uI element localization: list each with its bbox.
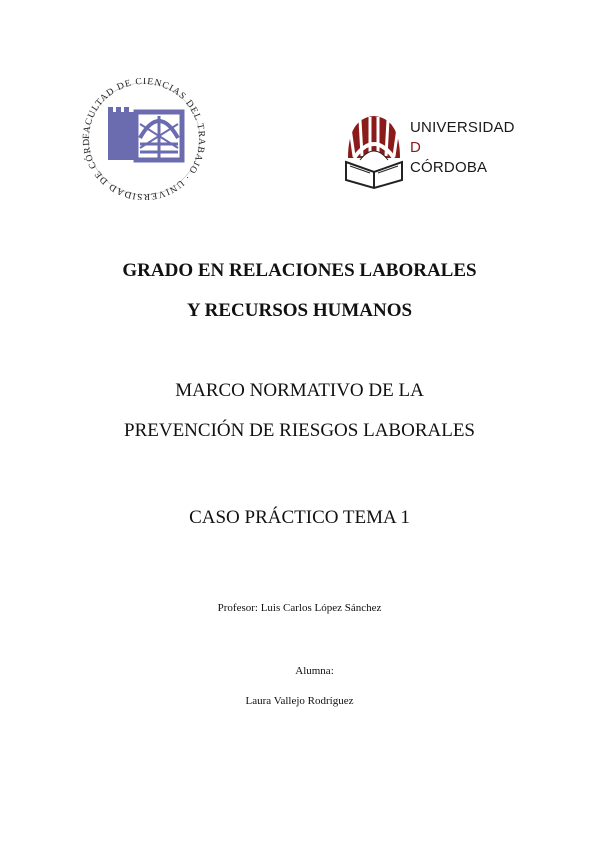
- faculty-seal-logo: [78, 78, 210, 200]
- faculty-seal-graphic: [78, 78, 210, 200]
- student-label: Alumna:: [295, 665, 334, 677]
- degree-title-line2: Y RECURSOS HUMANOS: [186, 300, 413, 321]
- degree-title-line1: GRADO EN RELACIONES LABORALES: [122, 260, 477, 281]
- subject-title-line2: PREVENCIÓN DE RIESGOS LABORALES: [124, 420, 475, 441]
- university-name-line2: D: [410, 139, 422, 156]
- svg-text:FACULTAD DE CIENCIAS DEL TRABA: FACULTAD DE CIENCIAS DEL TRABAJO · UNIVERSIDAD DE CÓRD: [81, 78, 207, 200]
- university-name-line1: UNIVERSIDAD: [410, 119, 515, 136]
- professor-line: Profesor: Luis Carlos López Sánchez: [217, 602, 382, 614]
- university-name-line3: CÓRDOBA: [410, 159, 488, 176]
- university-logo: [340, 110, 515, 190]
- assignment-title: CASO PRÁCTICO TEMA 1: [189, 507, 410, 528]
- university-name: [410, 118, 514, 178]
- student-name: Laura Vallejo Rodríguez: [245, 695, 354, 707]
- subject-title-line1: MARCO NORMATIVO DE LA: [175, 380, 424, 401]
- university-emblem: [340, 110, 408, 190]
